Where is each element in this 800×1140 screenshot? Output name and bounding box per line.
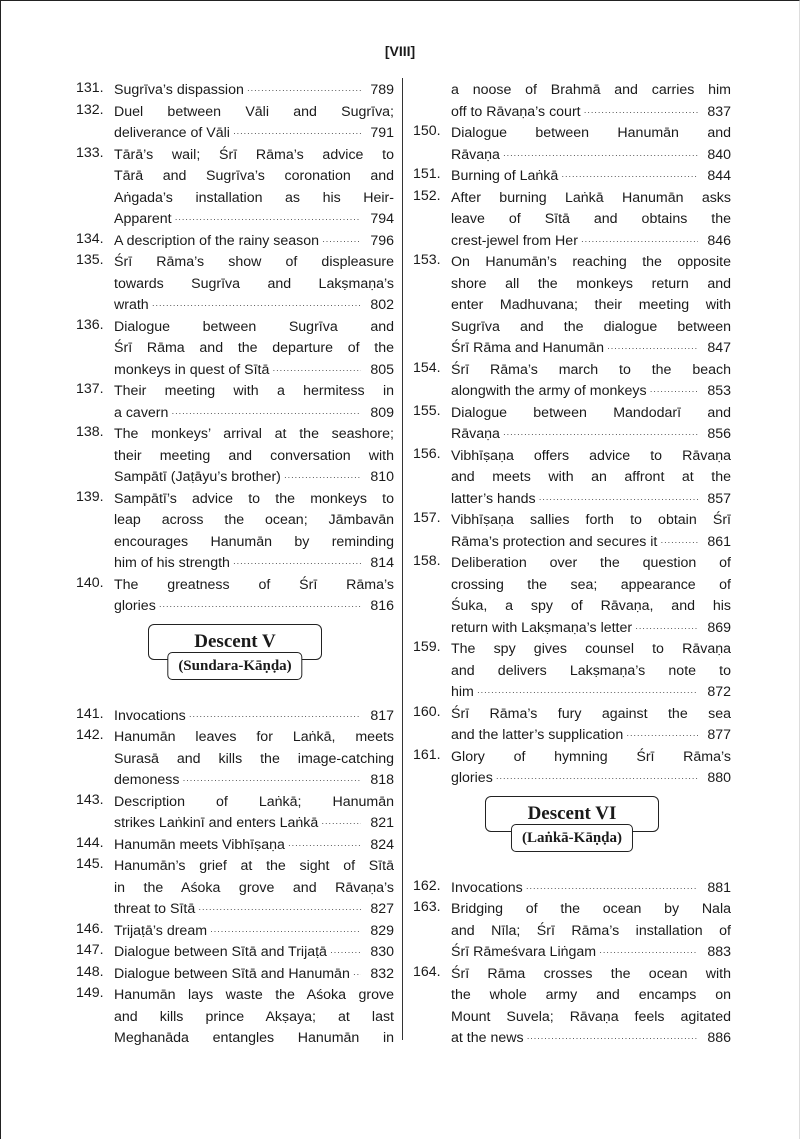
dot-leader — [660, 532, 698, 554]
dot-leader — [159, 596, 361, 618]
entry-line — [451, 942, 731, 964]
entry-page: 791 — [370, 125, 394, 141]
entry-line — [114, 921, 394, 943]
dot-leader — [584, 102, 698, 124]
toc-entry — [76, 102, 394, 145]
toc-entry — [76, 964, 394, 986]
entry-line — [114, 706, 394, 728]
entry-number: 146. — [76, 920, 104, 937]
entry-line: the whole army and encamps on — [451, 987, 731, 1003]
entry-line: Deliberation over the question of — [451, 555, 731, 571]
dot-leader — [189, 706, 361, 728]
entry-body — [451, 747, 731, 790]
entry-text: Apparent — [114, 211, 172, 227]
right-column — [413, 80, 731, 1050]
entry-text: Sampātī (Jaṭāyu’s brother) — [114, 469, 281, 485]
entry-line: The monkeys’ arrival at the seashore; — [114, 426, 394, 442]
entry-line: Śrī Rāma crosses the ocean with — [451, 965, 731, 982]
entry-line: Śrī Rāma and the departure of the — [114, 340, 394, 356]
entry-body — [114, 985, 394, 1050]
entry-body — [114, 835, 394, 857]
entry-number: 142. — [76, 727, 104, 743]
toc-entry — [413, 899, 731, 964]
entry-page: 840 — [707, 146, 731, 163]
entry-body — [114, 145, 394, 231]
entry-line — [114, 942, 394, 964]
entry-line: Hanumān leaves for Laṅkā, meets — [114, 729, 394, 745]
entry-line: Sugrīva and the dialogue between — [451, 318, 731, 335]
entry-text: monkeys in quest of Sītā — [114, 361, 270, 378]
entry-line — [114, 209, 394, 231]
toc-entry — [76, 727, 394, 792]
toc-entry — [413, 403, 731, 446]
entry-text: glories — [451, 770, 493, 786]
toc-entry — [413, 747, 731, 790]
entry-page: 832 — [370, 965, 394, 982]
entry-page: 816 — [370, 598, 394, 614]
entry-number: 153. — [413, 252, 441, 268]
toc-entry — [76, 792, 394, 835]
entry-number: 162. — [413, 877, 441, 894]
entry-line — [451, 489, 731, 511]
dot-leader — [233, 553, 361, 575]
entry-number: 143. — [76, 791, 104, 808]
entry-text: crest-jewel from Her — [451, 232, 578, 249]
entry-line — [114, 403, 394, 425]
entry-text: at the news — [451, 1030, 524, 1046]
entry-text: a cavern — [114, 404, 169, 421]
entry-line: a noose of Brahmā and carries him — [451, 82, 731, 98]
entry-text: Burning of Laṅkā — [451, 168, 559, 184]
entry-line: Dialogue between Hanumān and — [451, 125, 731, 141]
entry-page: 856 — [707, 426, 731, 442]
dot-leader — [539, 489, 698, 511]
section-heading — [413, 790, 731, 878]
toc-entry — [413, 510, 731, 553]
entry-line: Hanumān’s grief at the sight of Sītā — [114, 858, 394, 874]
entry-number: 163. — [413, 899, 441, 915]
dot-leader — [496, 768, 698, 790]
entry-body — [114, 80, 394, 102]
toc-entry — [76, 575, 394, 618]
entry-body — [114, 942, 394, 964]
entry-line — [114, 770, 394, 792]
entry-line: The greatness of Śrī Rāma’s — [114, 576, 394, 593]
entry-body — [451, 510, 731, 553]
entry-number: 139. — [76, 488, 104, 505]
toc-entry — [76, 985, 394, 1050]
dot-leader — [330, 942, 361, 964]
dot-leader — [272, 360, 361, 382]
entry-page: 802 — [370, 297, 394, 313]
entry-line: and Nīla; Śrī Rāma’s installation of — [451, 922, 731, 939]
entry-page: 817 — [370, 707, 394, 724]
entry-body — [451, 403, 731, 446]
entry-number: 164. — [413, 963, 441, 980]
entry-page: 829 — [370, 922, 394, 939]
entry-text: A description of the rainy season — [114, 232, 320, 249]
entry-line — [114, 295, 394, 317]
toc-entry — [413, 80, 731, 123]
entry-text: Śrī Rāma and Hanumān — [451, 340, 604, 356]
entry-text: glories — [114, 598, 156, 614]
entry-body — [114, 921, 394, 943]
dot-leader — [526, 878, 698, 900]
entry-line: Duel between Vāli and Sugrīva; — [114, 103, 394, 120]
entry-page: 847 — [707, 340, 731, 356]
section-subtitle: (Sundara-Kāṇḍa) — [167, 652, 302, 680]
entry-line: Their meeting with a hermitess in — [114, 383, 394, 399]
dot-leader — [288, 835, 361, 857]
entry-line: and kills prince Akṣaya; at last — [114, 1008, 394, 1025]
entry-text: Śrī Rāmeśvara Liṅgam — [451, 944, 597, 960]
toc-entry — [413, 188, 731, 253]
entry-line — [114, 553, 394, 575]
dot-leader — [284, 467, 361, 489]
section-title: Descent V — [148, 624, 322, 660]
entry-line: Vibhīṣaṇa offers advice to Rāvaṇa — [451, 447, 731, 464]
toc-entry — [76, 835, 394, 857]
entry-line: and delivers Lakṣmaṇa’s note to — [451, 662, 731, 679]
dot-leader — [210, 921, 361, 943]
entry-page: 837 — [707, 103, 731, 120]
dot-leader — [607, 338, 698, 360]
toc-entry — [413, 252, 731, 360]
entry-line — [451, 725, 731, 747]
entry-text: him — [451, 684, 474, 700]
entry-body — [451, 188, 731, 253]
entry-number: 135. — [76, 252, 104, 268]
entry-line: Dialogue between Mandodarī and — [451, 404, 731, 421]
entry-page: 810 — [370, 469, 394, 485]
entry-line: Śrī Rāma’s fury against the sea — [451, 705, 731, 722]
dot-leader — [477, 682, 698, 704]
entry-body — [114, 792, 394, 835]
entry-body — [114, 856, 394, 921]
entry-line — [114, 467, 394, 489]
entry-body — [114, 489, 394, 575]
dot-leader — [581, 231, 698, 253]
toc-entry — [413, 446, 731, 511]
toc-entry — [413, 639, 731, 704]
entry-line: crossing the sea; appearance of — [451, 576, 731, 593]
toc-entry — [76, 706, 394, 728]
entry-body — [451, 80, 731, 123]
entry-page: 877 — [707, 727, 731, 743]
entry-number: 147. — [76, 942, 104, 958]
toc-entry — [76, 856, 394, 921]
entry-page: 880 — [707, 770, 731, 786]
entry-page: 824 — [370, 836, 394, 853]
entry-line: in the Aśoka grove and Rāvaṇa’s — [114, 879, 394, 896]
dot-leader — [233, 123, 361, 145]
entry-text: Trijaṭā’s dream — [114, 922, 208, 939]
entry-page: 846 — [707, 232, 731, 249]
entry-body — [451, 639, 731, 704]
entry-text: Rāvaṇa — [451, 426, 500, 442]
entry-text: Sugrīva’s dispassion — [114, 82, 244, 98]
entry-line: Sampātī’s advice to the monkeys to — [114, 490, 394, 507]
entry-line: Tārā’s wail; Śrī Rāma’s advice to — [114, 146, 394, 163]
entry-number: 154. — [413, 359, 441, 376]
entry-number: 141. — [76, 705, 104, 722]
entry-text: Rāma’s protection and secures it — [451, 533, 658, 550]
entry-text: Invocations — [114, 707, 186, 724]
entry-line — [114, 813, 394, 835]
entry-line: encourages Hanumān by reminding — [114, 533, 394, 550]
dot-leader — [171, 403, 361, 425]
entry-page: 869 — [707, 619, 731, 636]
entry-body — [451, 899, 731, 964]
dot-leader — [527, 1028, 698, 1050]
entry-line — [114, 231, 394, 253]
entry-line: Meghanāda entangles Hanumān in — [114, 1030, 394, 1046]
entry-line: leave of Sītā and obtains the — [451, 211, 731, 227]
entry-body — [114, 381, 394, 424]
dot-leader — [198, 899, 361, 921]
entry-text: demoness — [114, 772, 180, 788]
entry-text: alongwith the army of monkeys — [451, 383, 647, 399]
toc-entry — [413, 964, 731, 1050]
entry-text: Rāvaṇa — [451, 146, 500, 163]
entry-line: After burning Laṅkā Hanumān asks — [451, 189, 731, 206]
entry-page: 883 — [707, 944, 731, 960]
entry-line: Bridging of the ocean by Nala — [451, 901, 731, 917]
toc-entry — [76, 80, 394, 102]
entry-number: 144. — [76, 834, 104, 851]
toc-entry — [413, 123, 731, 166]
entry-number: 156. — [413, 445, 441, 462]
dot-leader — [321, 813, 361, 835]
entry-number: 152. — [413, 187, 441, 204]
entry-body — [114, 317, 394, 382]
entry-line: Aṅgada’s installation as his Heir- — [114, 189, 394, 206]
entry-line: Hanumān lays waste the Aśoka grove — [114, 987, 394, 1003]
page-number: [VIII] — [384, 43, 416, 59]
column-divider — [402, 78, 403, 1040]
entry-line: Śuka, a spy of Rāvaṇa, and his — [451, 598, 731, 614]
entry-number: 131. — [76, 80, 104, 96]
dot-leader — [322, 231, 361, 253]
entry-body — [114, 727, 394, 792]
entry-page: 827 — [370, 901, 394, 917]
entry-line: The spy gives counsel to Rāvaṇa — [451, 641, 731, 657]
dot-leader — [650, 381, 698, 403]
dot-leader — [561, 166, 698, 188]
entry-line: leap across the ocean; Jāmbavān — [114, 512, 394, 528]
entry-line — [451, 1028, 731, 1050]
entry-number: 157. — [413, 510, 441, 526]
dot-leader — [353, 964, 361, 986]
entry-line: shore all the monkeys return and — [451, 275, 731, 292]
toc-entry — [76, 252, 394, 317]
entry-page: 844 — [707, 168, 731, 184]
dot-leader — [152, 295, 361, 317]
entry-line — [114, 899, 394, 921]
entry-line — [114, 80, 394, 102]
toc-entry — [413, 166, 731, 188]
entry-number: 150. — [413, 123, 441, 139]
entry-text: Dialogue between Sītā and Trijaṭā — [114, 944, 327, 960]
entry-line — [114, 360, 394, 382]
entry-text: latter’s hands — [451, 490, 536, 507]
entry-line — [451, 682, 731, 704]
dot-leader — [503, 424, 698, 446]
entry-number: 145. — [76, 856, 104, 872]
entry-number — [413, 80, 451, 123]
entry-body — [114, 252, 394, 317]
entry-line: Śrī Rāma’s march to the beach — [451, 361, 731, 378]
entry-body — [451, 704, 731, 747]
entry-body — [114, 706, 394, 728]
entry-line — [451, 338, 731, 360]
entry-line — [114, 596, 394, 618]
toc-entry — [76, 489, 394, 575]
toc-entry — [76, 145, 394, 231]
entry-number: 134. — [76, 230, 104, 247]
entry-body — [114, 964, 394, 986]
entry-number: 159. — [413, 639, 441, 655]
toc-entry — [76, 317, 394, 382]
entry-text: wrath — [114, 297, 149, 313]
entry-line: Surasā and kills the image-catching — [114, 750, 394, 767]
toc-entry — [76, 381, 394, 424]
entry-line — [451, 618, 731, 640]
toc-entry — [76, 424, 394, 489]
entry-line: their meeting and conversation with — [114, 447, 394, 464]
section-title: Descent VI — [485, 796, 659, 832]
entry-page: 861 — [707, 533, 731, 550]
entry-line: Dialogue between Sugrīva and — [114, 318, 394, 335]
entry-text: him of his strength — [114, 555, 230, 571]
entry-page: 881 — [707, 879, 731, 896]
entry-line — [114, 123, 394, 145]
entry-line — [451, 102, 731, 124]
entry-body — [451, 878, 731, 900]
entry-text: threat to Sītā — [114, 901, 196, 917]
entry-line — [451, 424, 731, 446]
section-subtitle: (Laṅkā-Kāṇḍa) — [511, 824, 633, 852]
entry-page: 818 — [370, 772, 394, 788]
entry-line — [114, 964, 394, 986]
entry-number: 148. — [76, 963, 104, 980]
toc-entry — [76, 942, 394, 964]
entry-body — [451, 166, 731, 188]
entry-body — [114, 231, 394, 253]
toc-entry — [413, 553, 731, 639]
entry-number: 132. — [76, 101, 104, 118]
entry-page: 805 — [370, 361, 394, 378]
toc-entry — [413, 360, 731, 403]
entry-line: enter Madhuvana; their meeting with — [451, 297, 731, 313]
entry-line: Śrī Rāma’s show of displeasure — [114, 254, 394, 270]
entry-line — [451, 381, 731, 403]
entry-text: strikes Laṅkinī and enters Laṅkā — [114, 815, 319, 831]
entry-text: deliverance of Vāli — [114, 125, 230, 141]
entry-line: and meets with an affront at the — [451, 469, 731, 485]
entry-page: 872 — [707, 684, 731, 700]
entry-body — [451, 446, 731, 511]
entry-number: 140. — [76, 574, 104, 591]
entry-line — [451, 878, 731, 900]
entry-body — [114, 102, 394, 145]
dot-leader — [599, 942, 698, 964]
entry-text: return with Lakṣmaṇa’s letter — [451, 619, 633, 636]
toc-entry — [76, 921, 394, 943]
entry-number: 158. — [413, 553, 441, 569]
entry-body — [451, 964, 731, 1050]
entry-page: 857 — [707, 490, 731, 507]
entry-body — [114, 424, 394, 489]
entry-page: 821 — [370, 815, 394, 831]
toc-entry — [76, 231, 394, 253]
entry-line: Tārā and Sugrīva’s coronation and — [114, 168, 394, 184]
entry-line: Description of Laṅkā; Hanumān — [114, 793, 394, 810]
entry-line — [451, 231, 731, 253]
entry-line: towards Sugrīva and Lakṣmaṇa’s — [114, 275, 394, 292]
entry-line: Vibhīṣaṇa sallies forth to obtain Śrī — [451, 512, 731, 528]
entry-body — [451, 252, 731, 360]
entry-body — [114, 575, 394, 618]
dot-leader — [503, 145, 698, 167]
entry-line — [451, 532, 731, 554]
dot-leader — [175, 209, 361, 231]
entry-line — [451, 768, 731, 790]
entry-number: 160. — [413, 703, 441, 720]
dot-leader — [626, 725, 698, 747]
entry-line: Glory of hymning Śrī Rāma’s — [451, 748, 731, 765]
entry-number: 136. — [76, 316, 104, 333]
entry-text: Dialogue between Sītā and Hanumān — [114, 965, 350, 982]
entry-number: 155. — [413, 402, 441, 419]
entry-text: Hanumān meets Vibhīṣaṇa — [114, 836, 285, 853]
entry-number: 151. — [413, 166, 441, 182]
toc-entry — [413, 878, 731, 900]
entry-text: and the latter’s supplication — [451, 727, 624, 743]
entry-text: Invocations — [451, 879, 523, 896]
entry-page: 814 — [370, 555, 394, 571]
entry-page: 886 — [707, 1030, 731, 1046]
entry-page: 853 — [707, 383, 731, 399]
entry-page: 809 — [370, 404, 394, 421]
entry-page: 789 — [370, 82, 394, 98]
entry-line — [451, 145, 731, 167]
dot-leader — [635, 618, 698, 640]
dot-leader — [182, 770, 361, 792]
left-column — [76, 80, 394, 1050]
entry-number: 137. — [76, 381, 104, 397]
entry-number: 133. — [76, 144, 104, 161]
dot-leader — [247, 80, 361, 102]
entry-line — [451, 166, 731, 188]
entry-page: 830 — [370, 944, 394, 960]
entry-text: off to Rāvaṇa’s court — [451, 103, 581, 120]
section-heading — [76, 618, 394, 706]
entry-number: 138. — [76, 424, 104, 440]
toc-entry — [413, 704, 731, 747]
entry-number: 149. — [76, 985, 104, 1001]
entry-line: On Hanumān’s reaching the opposite — [451, 254, 731, 270]
entry-body — [451, 360, 731, 403]
entry-body — [451, 553, 731, 639]
entry-page: 796 — [370, 232, 394, 249]
entry-page: 794 — [370, 211, 394, 227]
entry-body — [451, 123, 731, 166]
entry-number: 161. — [413, 746, 441, 763]
entry-line — [114, 835, 394, 857]
entry-line: Mount Suvela; Rāvaṇa feels agitated — [451, 1008, 731, 1025]
